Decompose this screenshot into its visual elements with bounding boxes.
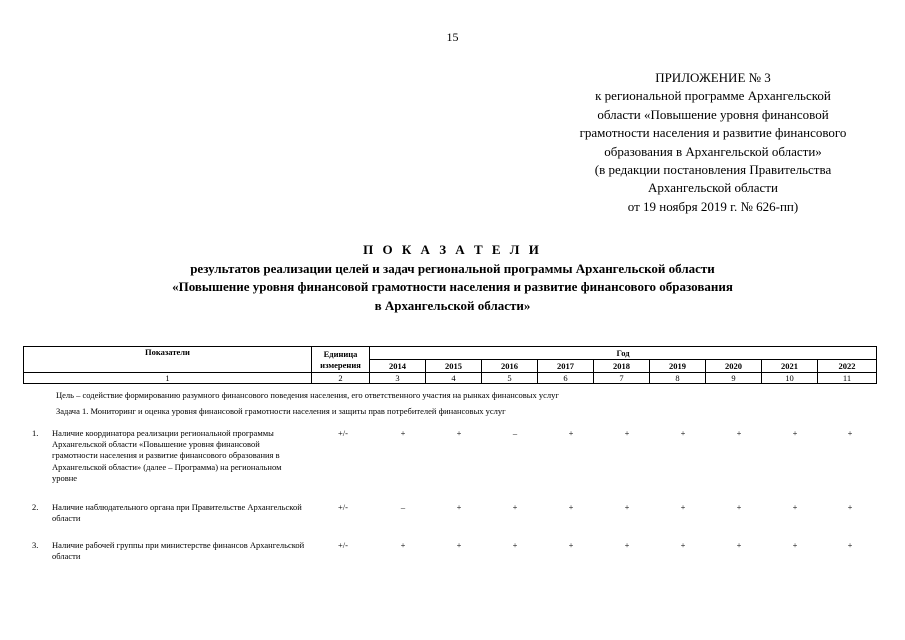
appendix-line: к региональной программе Архангельской bbox=[595, 88, 831, 104]
row-value: + bbox=[400, 428, 406, 438]
row-value: + bbox=[847, 540, 853, 550]
row-number: 3. bbox=[32, 540, 39, 550]
column-number: 6 bbox=[538, 373, 594, 384]
header-year: Год bbox=[370, 347, 877, 360]
row-unit: +/- bbox=[338, 428, 348, 438]
header-indicators: Показатели bbox=[24, 347, 312, 373]
row-value: – bbox=[400, 502, 406, 512]
row-value: + bbox=[680, 540, 686, 550]
indicators-table bbox=[23, 346, 877, 384]
row-value: + bbox=[680, 428, 686, 438]
year-header: 2018 bbox=[594, 360, 650, 373]
title-line: «Повышение уровня финансовой грамотности населения и развитие финансового образования bbox=[172, 279, 733, 294]
column-number: 2 bbox=[312, 373, 370, 384]
row-name: Наличие наблюдательного органа при Правительстве Архангельской области bbox=[52, 502, 302, 524]
appendix-header bbox=[553, 69, 873, 216]
goal-text: Цель – содействие формированию разумного финансового поведения населения, его ответственного участия на рынках финансовых услуг bbox=[56, 390, 559, 400]
appendix-line: области «Повышение уровня финансовой bbox=[597, 106, 829, 122]
appendix-line: от 19 ноября 2019 г. № 626-пп) bbox=[627, 198, 799, 214]
row-value: + bbox=[736, 428, 742, 438]
row-value: + bbox=[568, 428, 574, 438]
row-value: + bbox=[624, 540, 630, 550]
row-value: + bbox=[792, 502, 798, 512]
appendix-line: (в редакции постановления Правительства bbox=[594, 162, 832, 178]
row-value: + bbox=[736, 502, 742, 512]
row-value: + bbox=[512, 502, 518, 512]
column-number: 8 bbox=[650, 373, 706, 384]
row-value: – bbox=[512, 428, 518, 438]
row-value: + bbox=[456, 502, 462, 512]
row-unit: +/- bbox=[338, 502, 348, 512]
row-value: + bbox=[847, 502, 853, 512]
column-number: 3 bbox=[370, 373, 426, 384]
column-number: 7 bbox=[594, 373, 650, 384]
document-title bbox=[0, 241, 905, 315]
column-number: 1 bbox=[24, 373, 312, 384]
row-value: + bbox=[792, 428, 798, 438]
year-header: 2020 bbox=[706, 360, 762, 373]
row-value: + bbox=[568, 502, 574, 512]
row-value: + bbox=[400, 540, 406, 550]
year-header: 2022 bbox=[818, 360, 877, 373]
row-value: + bbox=[624, 502, 630, 512]
row-value: + bbox=[512, 540, 518, 550]
year-header: 2015 bbox=[426, 360, 482, 373]
appendix-line: грамотности населения и развитие финансового bbox=[579, 125, 847, 141]
row-name: Наличие координатора реализации региональной программы Архангельской области «Повышение уровня финансовой грамотности населения и развитие финансового образования в Архангельской области» (далее – Программа) на региональном уровне bbox=[52, 428, 282, 483]
title-line: П О К А З А Т Е Л И bbox=[363, 242, 542, 257]
year-header: 2016 bbox=[482, 360, 538, 373]
task-text: Задача 1. Мониторинг и оценка уровня финансовой грамотности населения и защиты прав потребителей финансовых услуг bbox=[56, 406, 506, 416]
row-number: 1. bbox=[32, 428, 39, 438]
column-number: 9 bbox=[706, 373, 762, 384]
appendix-line: ПРИЛОЖЕНИЕ № 3 bbox=[655, 70, 771, 85]
row-value: + bbox=[792, 540, 798, 550]
row-name: Наличие рабочей группы при министерстве финансов Архангельской области bbox=[52, 540, 305, 562]
year-header: 2019 bbox=[650, 360, 706, 373]
row-value: + bbox=[568, 540, 574, 550]
row-value: + bbox=[680, 502, 686, 512]
year-header: 2017 bbox=[538, 360, 594, 373]
page-number: 15 bbox=[446, 30, 459, 44]
appendix-line: Архангельской области bbox=[648, 180, 778, 196]
appendix-line: образования в Архангельской области» bbox=[604, 143, 822, 159]
row-value: + bbox=[624, 428, 630, 438]
header-unit: Единица измерения bbox=[312, 347, 370, 373]
column-number: 5 bbox=[482, 373, 538, 384]
title-line: в Архангельской области» bbox=[374, 297, 531, 313]
row-value: + bbox=[736, 540, 742, 550]
row-unit: +/- bbox=[338, 540, 348, 550]
column-number: 4 bbox=[426, 373, 482, 384]
row-value: + bbox=[847, 428, 853, 438]
row-value: + bbox=[456, 428, 462, 438]
column-number: 11 bbox=[818, 373, 877, 384]
year-header: 2021 bbox=[762, 360, 818, 373]
row-number: 2. bbox=[32, 502, 39, 512]
row-value: + bbox=[456, 540, 462, 550]
year-header: 2014 bbox=[370, 360, 426, 373]
column-number: 10 bbox=[762, 373, 818, 384]
title-line: результатов реализации целей и задач региональной программы Архангельской области bbox=[190, 260, 715, 276]
